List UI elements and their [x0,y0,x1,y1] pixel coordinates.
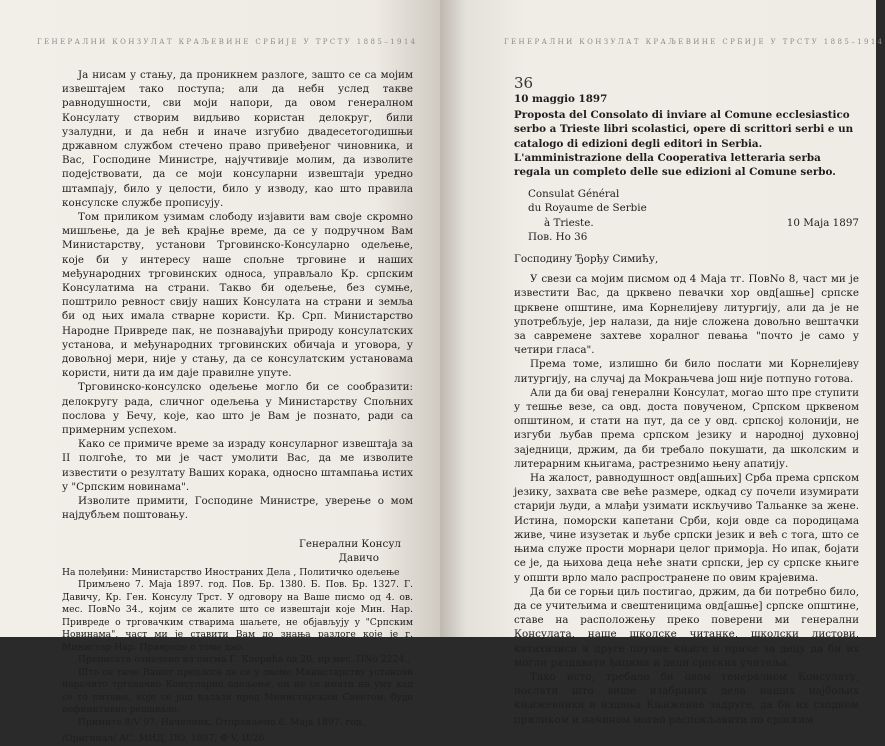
left-page [0,0,440,744]
letterhead [528,187,859,244]
signature-block [62,537,401,565]
paragraph: Ја нисам у стању, да проникнем разлоге, зашто се са мојим извештајем тако поступа; али да небн услед такве равнодушности, сви моји напори, да овом генералном Консулату створим видљиво користан делокруг, били узалудни, и да небн и иначе изгубио двадесетогодишњи државном службом стечено право привеђеног чиновника, и Вас, Господине Министре, најучтивије молим, да изволите подејствовати, да се моји консуларни извештаји уредно штампају, било у целости, било у изводу, као што правила консулске службе прописују. [62,69,413,209]
note: Примљено 7. Маја 1897. год. Пов. Бр. 1380. Б. Пов. Бр. 1327. Г. Давичу, Кр. Ген. Консулу Трст. У одговору на Ваше писмо од 4. ов. мес. ПовNo 34., којим се жалите што се извештаји које Мин. Нар. Привреде о трговачким стварима шаљете, не објављују у "Српским Новинама", част ми је ставити Вам до знања разлоге које је г. Министар Нар. Привреде о томе дао. [62,579,413,653]
salutation: Господину Ђорђу Симићу, [514,253,659,266]
paragraph: Како се примиче време за израду консуларног извештаја за II полгоће, то ми је част умолити Вас, да ме изволите известити о резултату Ваших корака, односно штампања истих у "Српским новинама". [62,438,413,493]
paragraph: Да би се горњи циљ постигао, држим, да би потребно било, да се учитељима и свештеницима овд[ашње] српске општине, ставе на расположењу преко поверени ми генерални Консулата, наше школске читанке, школски листови, катихизиси и друге поучне књиге и приче за децу да би их могли раздавати ђацима и деци српских учитеља. [514,585,859,669]
right-page [440,0,885,726]
running-head: ГЕНЕРАЛНИ КОНЗУЛАТ КРАЉЕВИНЕ СРБИЈЕ У ТРСТУ 1885–1914 [504,38,885,46]
signature-title: Генерални Консул [299,537,401,550]
paragraph: На жалост, равнодушност овд[ашњих] Срба према српском језику, захвата све веће размере, одкад су почели изумирати старији људи, а млађи узимати искључиво Тальанке за жене. Истина, поморски капетани Срби, који овде са породицама живе, чине изузетак и љубе српски језик и већ с тога, што се њима служе прости морнари целог приморја. Но ипак, бојати се је, да њихова деца неће знати српски, јер су српске књиге у општи врло мало распространене по овим крајевима. [514,472,859,584]
document-date: 10 maggio 1897 [514,93,608,105]
paragraph: У свези са мојим писмом од 4 Маја тг. ПовNo 8, част ми је известити Вас, да црквено певачки хор овд[ашње] српске црквене општине, има Корнелијеву литургију, али да је не употребљује, јер налази, да није сложена довољно вештачки за савремене захтеве хоралног певања "почто је само у четири гласа". [514,273,859,357]
note: Што се тиче Вашег предлога да се у овоме Министарству установи нарочито трговачко Консуларно одељење, он не се имати на уму кад се то питање, које се још налази пред Министарским Саветом, буде дефинитивно решавало. [62,666,413,715]
running-head: ГЕНЕРАЛНИ КОНЗУЛАТ КРАЉЕВИНЕ СРБИЈЕ У ТРСТУ 1885–1914 [37,38,418,46]
paragraph: Трговинско-консулско одељење могло би се сообразити: делокругу рада, сличног одељења у Министарству Спољних послова у Бечу, које, као што је Вам је познато, ради са примерним успехом. [62,381,413,437]
paragraph: Али да би овај генерални Консулат, могао што пре ступити у тешње везе, са овд. доста повученом, Српском црквеном општином, и стати на пут, да се у овд. српској колонији, не изгуби љубав према српском језику и народној духовној заједници, држим, да би требало покушати, да школским и литерарним књигама, растрезнимо њену апатију. [514,386,859,470]
document-summary: Proposta del Consolato di inviare al Comune ecclesiastico serbo a Trieste libri scolastici, opere di scrittori serbi e un catalogo di edizioni degli editori in Serbia. L'amministrazione della Cooperativa letteraria serba regala un completo delle sue edizioni al Comune serbo. [514,109,854,179]
document-number: 36 [514,74,534,92]
note: На полеђини: Министарство Иностраних Дела , Политичко одељење [62,566,400,578]
archival-notes [62,567,413,746]
letterhead-line: Consulat Général [528,188,620,201]
note: Преписати означено из писма Г. Клерића од 20. пр мес. ПNo 2224., [78,654,411,665]
paragraph: Тако исто, требало би овом генералном Консулату, послати што више изабраних дела наших најбољих књижевника и издања Књижевне задруге, да би их сходном приликом и начином могао распокљавити по српским [514,670,859,726]
paragraph: Према томе, излишно би било послати ми Корнелијеву литургију, на случај да Мокрањчева још није потпуно готова. [514,358,859,385]
text-column [62,68,413,746]
note: Примите 8/V 97. Начелник. Отправљено 8. Маја 1897. год. [78,716,365,728]
letter-date: 10 Маја 1897 [786,216,859,229]
paragraph: Том приликом узимам слободу изјавити вам своје скромно мишљење, да је већ крајње време, да се у подручном Вам Министарству, установи Трговинско-Консуларно одељење, које би у интересу наше спољне трговине и наших међународних трговинских односа, управљало Кр. српским Консулатима на страни. Такво би одељење, без сумње, поштрило ревност свију наших Консулата на страни и земља би од њих имала стварне користи. Кр. Срп. Министарство Народне Привреде пак, не познавајући природу консулатских установа, и међународних трговинских обичаја и уговора, у довољној мери, није у стању, да се консулатским установама користи, нити да им даје правилне упуте. [62,211,413,380]
text-column [514,74,859,727]
letterhead-line: à Trieste. [544,216,594,229]
paragraph: Изволите примити, Господине Министре, уверење о мом најдубљем поштовању. [62,495,413,522]
archival-source: /Оригинал/ АС, МИД, ПО, 1897, Ф V, И/26 [62,733,265,744]
reference-number: Пов. Но 36 [528,230,588,243]
letterhead-line: du Royaume de Serbie [528,202,647,215]
signature-name: Давичо [338,551,379,564]
